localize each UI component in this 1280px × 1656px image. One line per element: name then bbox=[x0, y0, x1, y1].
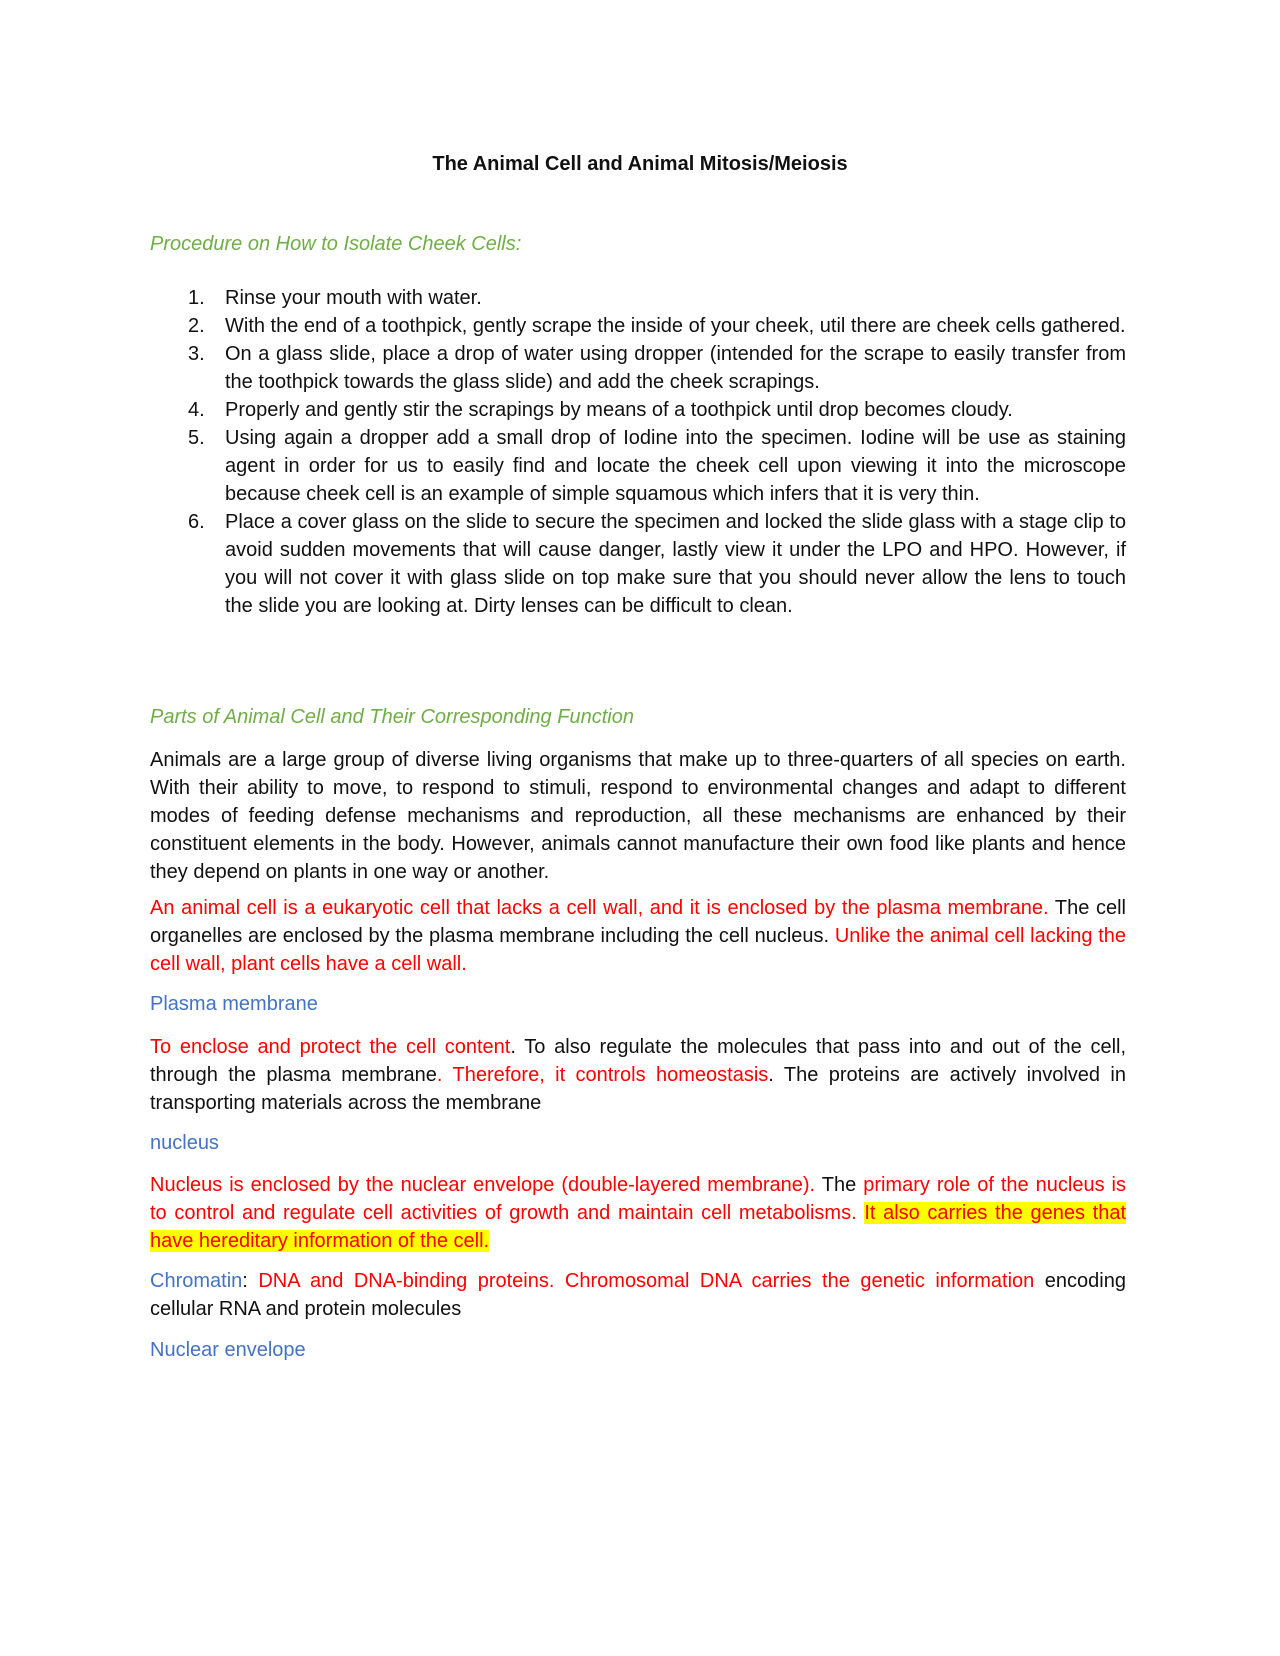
step-number: 5. bbox=[188, 427, 205, 449]
cell-wall-comparison: Unlike the animal cell lacking the cell wall, plant cells have a cell wall. bbox=[150, 925, 1126, 975]
plasma-membrane-heading: Plasma membrane bbox=[150, 993, 318, 1015]
chromatin-label: Chromatin bbox=[150, 1270, 243, 1292]
parts-heading: Parts of Animal Cell and Their Corresponding Function bbox=[150, 706, 634, 728]
plasma-proteins-text: . The proteins are actively involved in transporting materials across the membrane bbox=[150, 1064, 1126, 1114]
list-item bbox=[150, 340, 1126, 396]
cell-definition-paragraph bbox=[150, 894, 1126, 978]
list-item bbox=[150, 284, 1126, 312]
step-number: 4. bbox=[188, 399, 205, 421]
step-number: 6. bbox=[188, 511, 205, 533]
nucleus-heading: nucleus bbox=[150, 1132, 219, 1154]
step-number: 2. bbox=[188, 315, 205, 337]
nucleus-envelope-emphasis: Nucleus is enclosed by the nuclear envelope (double-layered membrane). bbox=[150, 1174, 816, 1196]
step-text: Properly and gently stir the scrapings by means of a toothpick until drop becomes cloudy. bbox=[225, 399, 1013, 421]
step-number: 3. bbox=[188, 343, 205, 365]
cell-definition-emphasis: An animal cell is a eukaryotic cell that lacks a cell wall, and it is enclosed by the plasma membrane. bbox=[150, 897, 1049, 919]
step-text: On a glass slide, place a drop of water using dropper (intended for the scrape to easily transfer from the toothpick towards the glass slide) and add the cheek scrapings. bbox=[225, 343, 1126, 393]
nucleus-paragraph bbox=[150, 1171, 1126, 1255]
list-item bbox=[150, 424, 1126, 508]
plasma-function-emphasis: To enclose and protect the cell content bbox=[150, 1036, 511, 1058]
chromatin-emphasis: DNA and DNA-binding proteins. Chromosomal DNA carries the genetic information bbox=[258, 1270, 1035, 1292]
homeostasis-emphasis: . Therefore, it controls homeostasis bbox=[436, 1064, 769, 1086]
document-title: The Animal Cell and Animal Mitosis/Meiosis bbox=[432, 153, 848, 175]
step-text: Using again a dropper add a small drop of Iodine into the specimen. Iodine will be use as staining agent in order for us to easily find and locate the cheek cell upon viewing it into the microscope because cheek cell is an example of simple squamous which infers that it is very thin. bbox=[225, 427, 1126, 505]
list-item bbox=[150, 312, 1126, 340]
list-item bbox=[150, 396, 1126, 424]
cell-definition-text: The cell organelles are enclosed by the plasma membrane including the cell nucleus. bbox=[150, 897, 1127, 947]
intro-text: Animals are a large group of diverse living organisms that make up to three-quarters of all species on earth. With their ability to move, to respond to stimuli, respond to environmental changes and adapt to different modes of feeding defense mechanisms and reproduction, all these mechanisms are enhanced by their constituent elements in the body. However, animals cannot manufacture their own food like plants and hence they depend on plants in one way or another. bbox=[150, 749, 1126, 883]
plasma-membrane-paragraph bbox=[150, 1033, 1126, 1117]
chromatin-paragraph bbox=[150, 1267, 1126, 1323]
highlighted-text: It also carries the genes that have hereditary information of the cell. bbox=[150, 1202, 1127, 1252]
procedure-steps bbox=[150, 284, 1126, 620]
plasma-function-text: . To also regulate the molecules that pass into and out of the cell, through the plasma membrane bbox=[150, 1036, 1127, 1086]
nucleus-text: The bbox=[815, 1174, 864, 1196]
chromatin-colon: : bbox=[242, 1270, 259, 1292]
nuclear-envelope-heading: Nuclear envelope bbox=[150, 1339, 306, 1361]
list-item bbox=[150, 508, 1126, 620]
step-text: Place a cover glass on the slide to secure the specimen and locked the slide glass with a stage clip to avoid sudden movements that will cause danger, lastly view it under the LPO and HPO. However, if you will not cover it with glass slide on top make sure that you should never allow the lens to touch the slide you are looking at. Dirty lenses can be difficult to clean. bbox=[225, 511, 1126, 617]
step-text: Rinse your mouth with water. bbox=[225, 287, 482, 309]
procedure-heading: Procedure on How to Isolate Cheek Cells: bbox=[150, 233, 522, 255]
intro-paragraph bbox=[150, 746, 1126, 886]
nucleus-role-emphasis: primary role of the nucleus is to control and regulate cell activities of growth and maintain cell metabolisms. bbox=[150, 1174, 1127, 1224]
step-number: 1. bbox=[188, 287, 205, 309]
step-text: With the end of a toothpick, gently scrape the inside of your cheek, util there are cheek cells gathered. bbox=[225, 315, 1126, 337]
chromatin-text: encoding cellular RNA and protein molecules bbox=[150, 1270, 1126, 1320]
